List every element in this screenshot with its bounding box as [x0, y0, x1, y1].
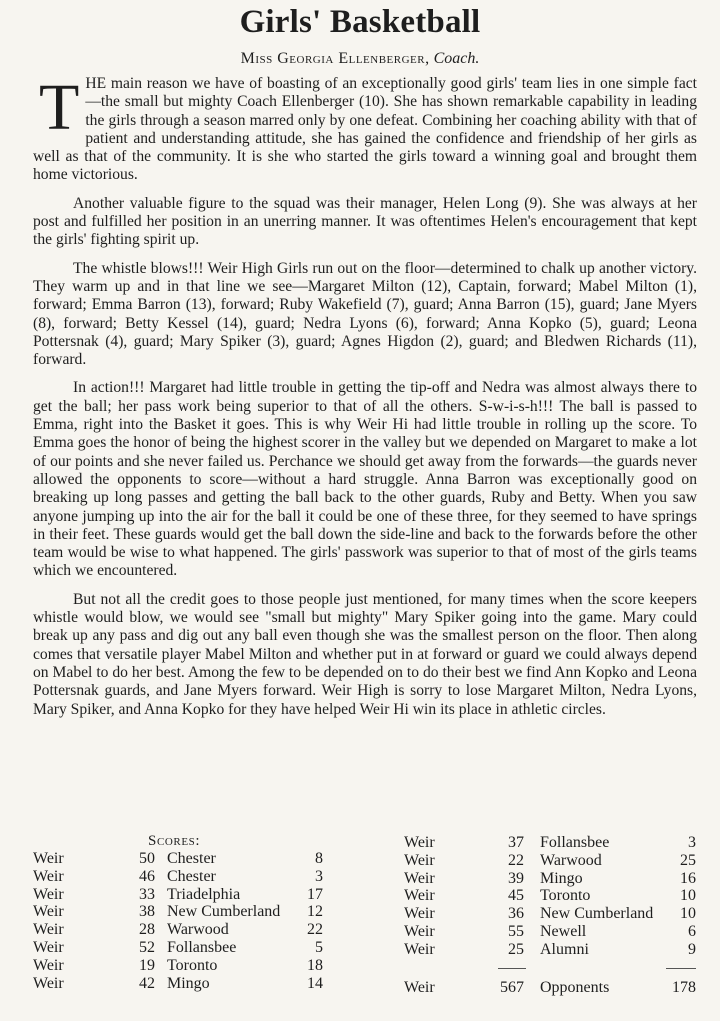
score-row: [33, 886, 333, 904]
team-score: 19: [139, 956, 155, 974]
opponents-label: Opponents: [540, 978, 610, 996]
score-row: [33, 921, 333, 939]
drop-cap: T: [39, 71, 80, 144]
opponent-name: Warwood: [540, 851, 602, 869]
opponent-score: 14: [307, 974, 323, 992]
opponent-score: 6: [688, 922, 696, 940]
paragraph-2: Another valuable figure to the squad was their manager, Helen Long (9). She was always at her post and fulfilled her position in an unerring manner. It was oftentimes Helen's encouragement that kept the girls' fighting spirit up.: [33, 194, 697, 249]
team-score: 37: [508, 834, 524, 851]
team-score: 28: [139, 921, 155, 939]
opponent-name: Mingo: [167, 974, 210, 992]
team-score: 46: [139, 867, 155, 885]
total-row: [404, 979, 700, 1001]
opponent-score: 3: [688, 834, 696, 851]
opponent-score: 25: [680, 851, 696, 869]
score-row: [404, 923, 700, 941]
opponent-name: Alumni: [540, 940, 589, 958]
team-score: 42: [139, 974, 155, 992]
opponent-score: 22: [307, 921, 323, 939]
score-row: [404, 905, 700, 923]
opponent-score: 5: [315, 938, 323, 956]
score-row: [404, 941, 700, 959]
paragraph-1-text: HE main reason we have of boasting of an exceptionally good girls' team lies in one simple fact—the small but mighty Coach Ellenberger (10). She has shown remarkable capability in leading the girls through a season marred only by one defeat. Combining her coaching ability with that of patient and understanding attitude, she has gained the confidence and friendship of her girls as well as that of the community. It is she who started the girls toward a winning goal and brought them home victorious.: [33, 75, 697, 184]
opponent-rule: [666, 968, 696, 969]
paragraph-5: But not all the credit goes to those people just mentioned, for many times when the score keepers whistle would blow, we would see "small but mighty" Mary Spiker going into the game. Mary could break up any pass and dig out any ball even though she was the smallest person on the floor. Then along comes that versatile player Mabel Milton and whether put in at forward or guard we could always depend on Mabel to do her best. Among the few to be depended on to do their best we find Ann Kopko and Leona Pottersnak guards, and Jane Myers forward. Weir High is sorry to lose Margaret Milton, Nedra Lyons, Mary Spiker, and Anna Kopko for they have helped Weir Hi win its place in athletic circles.: [33, 590, 697, 718]
opponent-name: New Cumberland: [540, 905, 654, 923]
article-body: [33, 71, 697, 729]
team-name: Weir: [33, 974, 64, 992]
opponent-name: Chester: [167, 850, 216, 867]
team-score: 50: [139, 850, 155, 867]
opponent-score: 10: [680, 905, 696, 923]
score-rule: [498, 968, 526, 969]
score-row: [33, 903, 333, 921]
opponent-score: 3: [315, 867, 323, 885]
team-name: Weir: [33, 867, 64, 885]
paragraph-1: [33, 71, 697, 185]
team-name: Weir: [33, 885, 64, 903]
opponents-total: 178: [672, 978, 696, 996]
coach-line: [0, 50, 720, 68]
score-row: [33, 868, 333, 886]
team-score: 52: [139, 938, 155, 956]
score-row: [404, 887, 700, 905]
opponent-score: 16: [680, 869, 696, 887]
team-name: Weir: [33, 938, 64, 956]
team-score: 33: [139, 885, 155, 903]
team-name: Weir: [404, 834, 435, 851]
team-score: 38: [139, 903, 155, 921]
paragraph-4: In action!!! Margaret had little trouble in getting the tip-off and Nedra was almost always there to get the ball; her pass work being superior to that of all the others. S-w-i-s-h!!! The ball is passed to Emma, right into the Basket it goes. This is why Weir Hi had little trouble in rolling up the score. To Emma goes the honor of being the highest scorer in the valley but we depended on Margaret to make a lot of our points and she never failed us. Perchance we should get away from the forwards—the guards never allowed the opponents to score—without a hard struggle. Anna Barron was exceptionally good on breaking up long passes and getting the ball back to the other guards, Ruby and Betty. When you saw anyone jumping up into the air for the ball it could be one of these three, for they seemed to have springs in their feet. These guards would get the ball down the side-line and back to the forwards before the other team would be wise to what happened. The girls' passwork was superior to that of most of the girls teams which we encountered.: [33, 379, 697, 580]
team-name: Weir: [404, 905, 435, 923]
team-total: 567: [500, 978, 524, 996]
team-name: Weir: [33, 921, 64, 939]
opponent-score: 17: [307, 885, 323, 903]
team-name: Weir: [404, 851, 435, 869]
opponent-name: Warwood: [167, 921, 229, 939]
team-score: 36: [508, 905, 524, 923]
opponent-name: Chester: [167, 867, 216, 885]
team-name: Weir: [404, 978, 435, 996]
page-title: Girls' Basketball: [239, 4, 481, 40]
total-separator: [404, 959, 700, 979]
opponent-score: 12: [307, 903, 323, 921]
opponent-name: Toronto: [540, 887, 591, 905]
score-row: [33, 957, 333, 975]
opponent-name: Follansbee: [167, 938, 237, 956]
opponent-name: Triadelphia: [167, 885, 241, 903]
score-row: [33, 975, 333, 993]
coach-name: Miss Georgia Ellenberger,: [240, 50, 430, 67]
opponent-score: 18: [307, 956, 323, 974]
opponent-name: Mingo: [540, 869, 583, 887]
scores-heading: Scores:: [148, 833, 201, 849]
score-row: [404, 834, 700, 852]
team-name: Weir: [33, 956, 64, 974]
opponent-name: Toronto: [167, 956, 218, 974]
team-score: 45: [508, 887, 524, 905]
team-name: Weir: [33, 903, 64, 921]
score-row: [33, 850, 333, 868]
team-name: Weir: [33, 850, 64, 867]
opponent-name: Newell: [540, 922, 587, 940]
team-name: Weir: [404, 922, 435, 940]
team-score: 39: [508, 869, 524, 887]
team-score: 22: [508, 851, 524, 869]
opponent-score: 10: [680, 887, 696, 905]
team-name: Weir: [404, 887, 435, 905]
scores-left-column: [33, 850, 333, 992]
score-row: [33, 939, 333, 957]
team-score: 55: [508, 922, 524, 940]
score-row: [404, 870, 700, 888]
coach-role: Coach.: [433, 50, 480, 67]
score-row: [404, 852, 700, 870]
opponent-name: Follansbee: [540, 834, 610, 851]
opponent-score: 8: [315, 850, 323, 867]
paragraph-3: The whistle blows!!! Weir High Girls run out on the floor—determined to chalk up another victory. They warm up and in that line we see—Margaret Milton (12), Captain, forward; Mabel Milton (1), forward; Emma Barron (13), forward; Ruby Wakefield (7), guard; Anna Barron (15), guard; Jane Myers (8), forward; Betty Kessel (14), guard; Nedra Lyons (6), forward; Anna Kopko (5), guard; Leona Pottersnak (4), guard; Mary Spiker (3), guard; Agnes Higdon (2), guard; and Bledwen Richards (11), forward.: [33, 259, 697, 369]
scores-right-column: [404, 834, 700, 1001]
opponent-score: 9: [688, 940, 696, 958]
team-score: 25: [508, 940, 524, 958]
team-name: Weir: [404, 940, 435, 958]
team-name: Weir: [404, 869, 435, 887]
opponent-name: New Cumberland: [167, 903, 281, 921]
